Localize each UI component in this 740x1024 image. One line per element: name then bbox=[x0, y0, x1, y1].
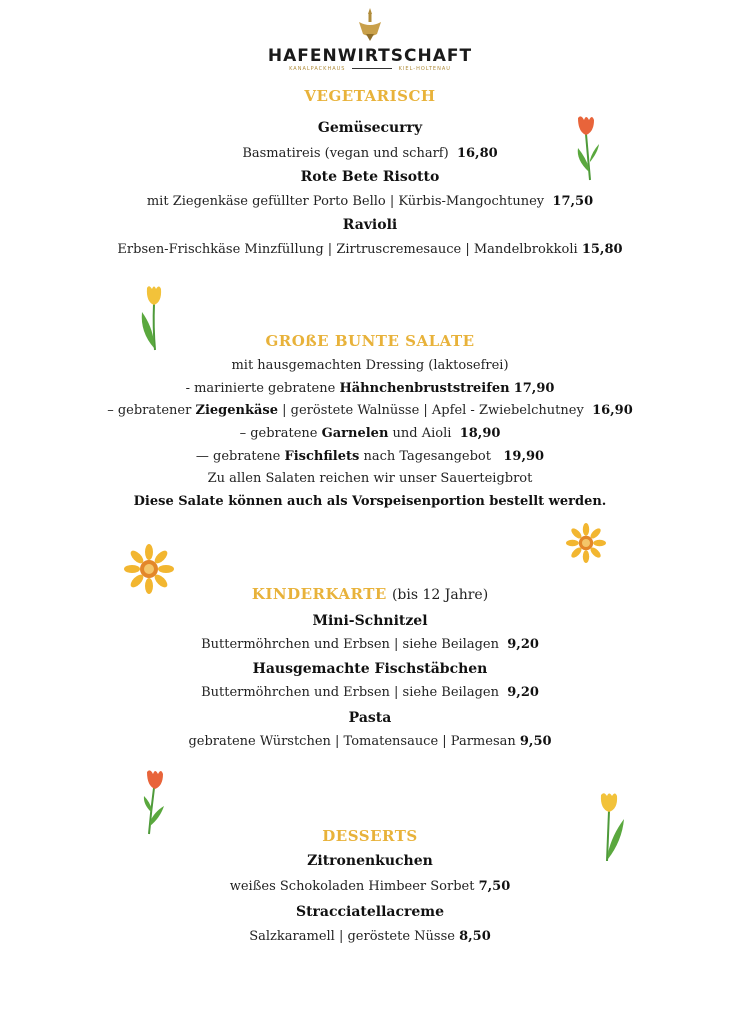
section-title-desserts: DESSERTS bbox=[322, 827, 418, 845]
salad-topping: Fischfilets bbox=[284, 449, 360, 464]
salad-pre: - marinierte gebratene bbox=[185, 381, 340, 396]
red-tulip-icon bbox=[140, 766, 170, 836]
dish-price: 9,20 bbox=[507, 685, 539, 700]
dish-price: 9,50 bbox=[519, 734, 552, 749]
dish-price: 17,50 bbox=[552, 194, 594, 209]
dish-name: Pasta bbox=[348, 710, 392, 726]
dish-description bbox=[0, 146, 740, 161]
section-title-vegetarisch: VEGETARISCH bbox=[304, 87, 436, 105]
salad-price: 19,90 bbox=[503, 449, 545, 464]
brand-subline-left: KANALPACKHAUS bbox=[289, 66, 346, 72]
salad-topping: Ziegenkäse bbox=[195, 403, 279, 418]
salad-line bbox=[0, 403, 740, 418]
dish-description bbox=[0, 734, 740, 749]
salad-line bbox=[0, 449, 740, 464]
dish-description bbox=[0, 637, 740, 652]
salad-post: | geröstete Walnüsse | Apfel - Zwiebelchutney bbox=[278, 403, 584, 418]
sunflower-icon bbox=[124, 544, 174, 594]
bread-note: Zu allen Salaten reichen wir unser Sauerteigbrot bbox=[207, 471, 533, 486]
dish-name: Mini-Schnitzel bbox=[312, 613, 428, 629]
dish-desc-text: Erbsen-Frischkäse Minzfüllung | Zirtruscremesauce | Mandelbrokkoli bbox=[117, 242, 578, 257]
salad-pre: — gebratene bbox=[195, 449, 285, 464]
dish-price: 8,50 bbox=[459, 929, 491, 944]
dish-name: Zitronenkuchen bbox=[307, 853, 433, 869]
salad-pre: – gebratener bbox=[107, 403, 196, 418]
dish-desc-text: weißes Schokoladen Himbeer Sorbet bbox=[229, 879, 475, 894]
starter-note: Diese Salate können auch als Vorspeisenportion bestellt werden. bbox=[133, 494, 607, 509]
dish-description bbox=[0, 879, 740, 894]
dish-description bbox=[0, 929, 740, 944]
dish-desc-text: Salzkaramell | geröstete Nüsse bbox=[249, 929, 455, 944]
brand-divider bbox=[352, 68, 392, 69]
dish-price: 7,50 bbox=[478, 879, 511, 894]
salad-price: 16,90 bbox=[592, 403, 633, 418]
dish-desc-text: Basmatireis (vegan und scharf) bbox=[242, 146, 449, 161]
dish-name: Ravioli bbox=[342, 217, 398, 233]
salad-line bbox=[0, 426, 740, 441]
section-title-salate: GROßE BUNTE SALATE bbox=[265, 332, 475, 350]
brand-subline-right: KIEL-HOLTENAU bbox=[398, 66, 451, 72]
red-tulip-icon bbox=[572, 112, 602, 182]
sunflower-icon bbox=[566, 523, 606, 563]
logo-emblem-icon bbox=[355, 6, 385, 42]
salad-post: und Aioli bbox=[388, 426, 452, 441]
dish-desc-text: Buttermöhrchen und Erbsen | siehe Beilagen bbox=[201, 637, 499, 652]
salad-topping: Garnelen bbox=[321, 426, 389, 441]
dish-price: 16,80 bbox=[456, 146, 498, 161]
dish-price: 9,20 bbox=[507, 637, 539, 652]
brand-name: HAFENWIRTSCHAFT bbox=[267, 46, 473, 66]
dish-description bbox=[0, 685, 740, 700]
section-title-kinder: KINDERKARTE bbox=[251, 585, 387, 603]
dish-description bbox=[0, 242, 740, 257]
dish-desc-text: gebratene Würstchen | Tomatensauce | Parmesan bbox=[188, 734, 516, 749]
dish-desc-text: Buttermöhrchen und Erbsen | siehe Beilagen bbox=[201, 685, 499, 700]
salad-post: nach Tagesangebot bbox=[359, 449, 491, 464]
dish-description bbox=[0, 194, 740, 209]
salad-price: 17,90 bbox=[513, 381, 555, 396]
brand-subline bbox=[0, 66, 740, 72]
salad-topping: Hähnchenbruststreifen bbox=[339, 381, 510, 396]
section-title-kinder-wrap bbox=[0, 584, 740, 603]
salad-price: 18,90 bbox=[459, 426, 501, 441]
yellow-tulip-icon bbox=[138, 282, 168, 352]
dish-desc-text: mit Ziegenkäse gefüllter Porto Bello | Kürbis-Mangochtuney bbox=[146, 194, 545, 209]
dish-name: Rote Bete Risotto bbox=[300, 169, 440, 185]
dish-name: Gemüsecurry bbox=[317, 120, 423, 136]
yellow-tulip-icon bbox=[594, 789, 628, 863]
salad-intro: mit hausgemachten Dressing (laktosefrei) bbox=[231, 358, 509, 373]
logo bbox=[0, 6, 740, 72]
dish-name: Stracciatellacreme bbox=[295, 904, 445, 920]
age-note: (bis 12 Jahre) bbox=[391, 587, 489, 603]
dish-price: 15,80 bbox=[581, 242, 623, 257]
salad-pre: – gebratene bbox=[239, 426, 322, 441]
salad-line bbox=[0, 381, 740, 396]
dish-name: Hausgemachte Fischstäbchen bbox=[252, 661, 488, 677]
